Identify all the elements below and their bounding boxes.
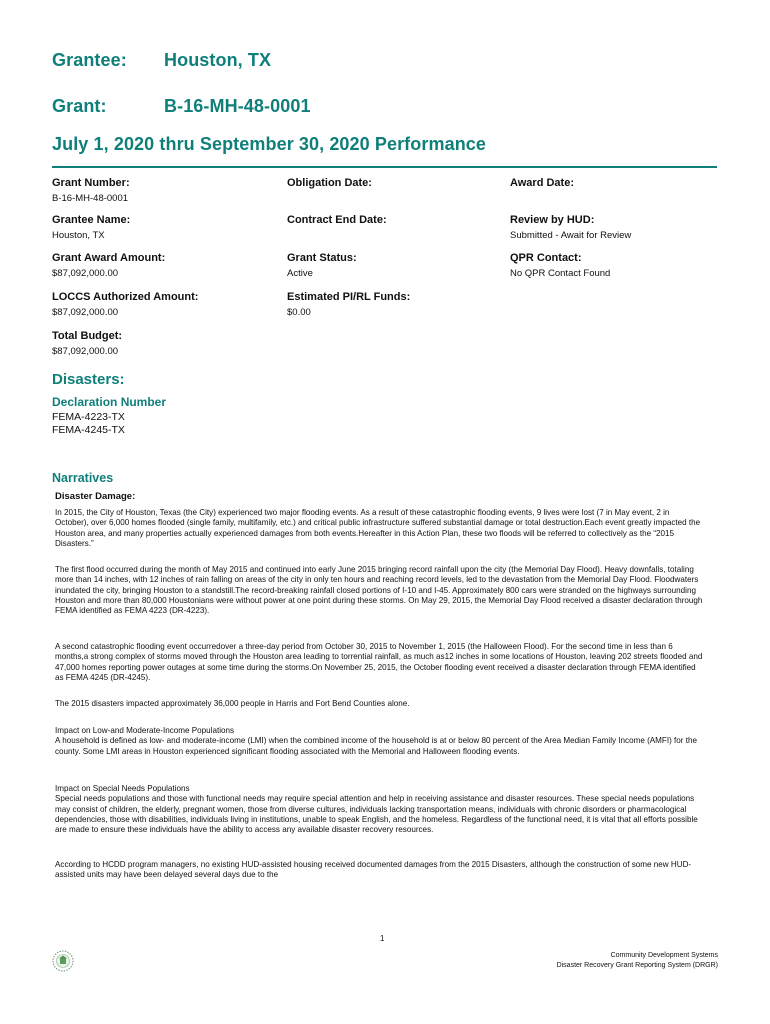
field-value: B-16-MH-48-0001 bbox=[52, 193, 129, 204]
field-grant-award-amount bbox=[52, 252, 165, 279]
grant-heading-value: B-16-MH-48-0001 bbox=[164, 96, 311, 116]
disasters-heading: Disasters: bbox=[52, 371, 125, 388]
narrative-paragraph: Impact on Low-and Moderate-Income Populations A household is defined as low- and moderate-income (LMI) when the combined income of the household is at or below 80 percent of the Area Median Family Income (AMFI) for the county. Some LMI areas in Houston experienced significant flooding associated with the Memorial and Halloween flooding events. bbox=[55, 726, 697, 756]
narrative-paragraph: According to HCDD program managers, no existing HUD-assisted housing received documented damages from the 2015 Disasters, although the construction of some new HUD-assisted units may have been delayed several days due to the bbox=[55, 860, 692, 880]
field-loccs-authorized-amount bbox=[52, 291, 198, 318]
declaration-item: FEMA-4245-TX bbox=[52, 424, 125, 436]
field-value bbox=[287, 230, 387, 241]
field-label: Grantee Name: bbox=[52, 214, 131, 226]
narratives-heading: Narratives bbox=[52, 471, 114, 485]
field-value: $87,092,000.00 bbox=[52, 268, 119, 279]
field-grant-number bbox=[52, 177, 130, 204]
field-total-budget bbox=[52, 330, 122, 357]
grantee-heading-value: Houston, TX bbox=[164, 50, 272, 70]
field-label: Total Budget: bbox=[52, 330, 123, 342]
narrative-paragraph: Impact on Special Needs Populations Special needs populations and those with functional needs may require special attention and help in receiving assistance and disaster resources. These special needs populations may consist of children, the elderly, pregnant women, those from diverse cultures, individuals lacking transportation means, individuals with chronic disorders or pharmacological dependencies, those with disabilities, individuals living in institutions, unable to speak English, and the homeless. Regardless of the functional need, it is vital that all efforts possible are made to ensure these individuals have the ability to access any available disaster recovery resources. bbox=[55, 784, 698, 835]
field-value: No QPR Contact Found bbox=[510, 268, 611, 279]
field-value: $0.00 bbox=[287, 307, 311, 318]
field-label: Award Date: bbox=[510, 177, 574, 189]
performance-period-heading: July 1, 2020 thru September 30, 2020 Performance bbox=[52, 134, 487, 154]
field-qpr-contact bbox=[510, 252, 610, 279]
footer-system-name: Community Development Systems bbox=[610, 952, 718, 959]
field-obligation-date bbox=[287, 177, 372, 204]
narrative-paragraph: The first flood occurred during the month of May 2015 and continued into early June 2015 bringing record rainfall upon the city (the Memorial Day Flood). Heavy downfalls, totaling more than 14 inches, with 12 inches of rain falling on areas of the city in only ten hours and reaching record levels, led to the devastation from the Memorial Day Flood. Floodwaters inundated the city, bringing Houston to a standstill.The record-breaking rainfall closed portions of I-10 and I-45. Approximately 800 cars were stranded on the highways surrounding Houston and more than 80,000 Houstonians were without power at one point during these storms. On May 29, 2015, the Memorial Day Flood received a disaster declaration through FEMA identified as FEMA 4223 (DR-4223). bbox=[55, 565, 703, 616]
field-label: QPR Contact: bbox=[510, 252, 582, 264]
field-grant-status bbox=[287, 252, 357, 279]
disaster-damage-label: Disaster Damage: bbox=[55, 491, 136, 502]
field-contract-end-date bbox=[287, 214, 387, 241]
page-number: 1 bbox=[380, 934, 385, 943]
field-label: Grant Number: bbox=[52, 177, 130, 189]
field-value: $87,092,000.00 bbox=[52, 307, 119, 318]
declaration-item: FEMA-4223-TX bbox=[52, 411, 125, 423]
grant-heading bbox=[52, 96, 311, 117]
grantee-heading-label: Grantee: bbox=[52, 50, 127, 70]
field-label: Review by HUD: bbox=[510, 214, 595, 226]
field-value: Active bbox=[287, 268, 313, 279]
field-label: Contract End Date: bbox=[287, 214, 387, 226]
declaration-number-heading: Declaration Number bbox=[52, 395, 167, 409]
field-grantee-name bbox=[52, 214, 130, 241]
field-value bbox=[510, 193, 574, 204]
field-estimated-pi-rl-funds bbox=[287, 291, 410, 318]
hud-seal-icon bbox=[52, 950, 74, 972]
field-value: $87,092,000.00 bbox=[52, 346, 119, 357]
field-label: Grant Award Amount: bbox=[52, 252, 166, 264]
narrative-paragraph: The 2015 disasters impacted approximately 36,000 people in Harris and Fort Bend Counties alone. bbox=[55, 699, 410, 708]
grantee-heading bbox=[52, 50, 271, 71]
narrative-paragraph: A second catastrophic flooding event occurredover a three-day period from October 30, 2015 to November 1, 2015 (the Halloween Flood). For the second time in less than 6 months,a strong complex of storms moved through the Houston area leading to torrential rainfall, as much as12 inches in some locations of Houston, leaving 202 streets flooded and 47,000 homes reporting power outages at some time during the storms.On November 25, 2015, the October flooding event received a disaster declaration through FEMA identified as FEMA 4245 (DR-4245). bbox=[55, 642, 703, 682]
header-divider bbox=[52, 166, 717, 168]
field-award-date bbox=[510, 177, 574, 204]
field-label: Obligation Date: bbox=[287, 177, 372, 189]
footer-system-subtitle: Disaster Recovery Grant Reporting System (DRGR) bbox=[556, 962, 718, 969]
field-label: LOCCS Authorized Amount: bbox=[52, 291, 199, 303]
grant-heading-label: Grant: bbox=[52, 96, 107, 116]
narrative-paragraph: In 2015, the City of Houston, Texas (the City) experienced two major flooding events. As a result of these catastrophic flooding events, 9 lives were lost (7 in May event, 2 in October), over 6,000 homes flooded (single family, multifamily, etc.) and critical public infrastructure suffered substantial damage or total destruction.Each event greatly impacted the Houston area, and many properties actually experienced damages from both events.Hereafter in this Action Plan, these two floods will be referred to collectively as the “2015 Disasters.” bbox=[55, 508, 701, 548]
field-label: Grant Status: bbox=[287, 252, 357, 264]
field-value bbox=[287, 193, 372, 204]
field-value: Submitted - Await for Review bbox=[510, 230, 632, 241]
field-review-by-hud bbox=[510, 214, 631, 241]
field-value: Houston, TX bbox=[52, 230, 105, 241]
field-label: Estimated PI/RL Funds: bbox=[287, 291, 411, 303]
